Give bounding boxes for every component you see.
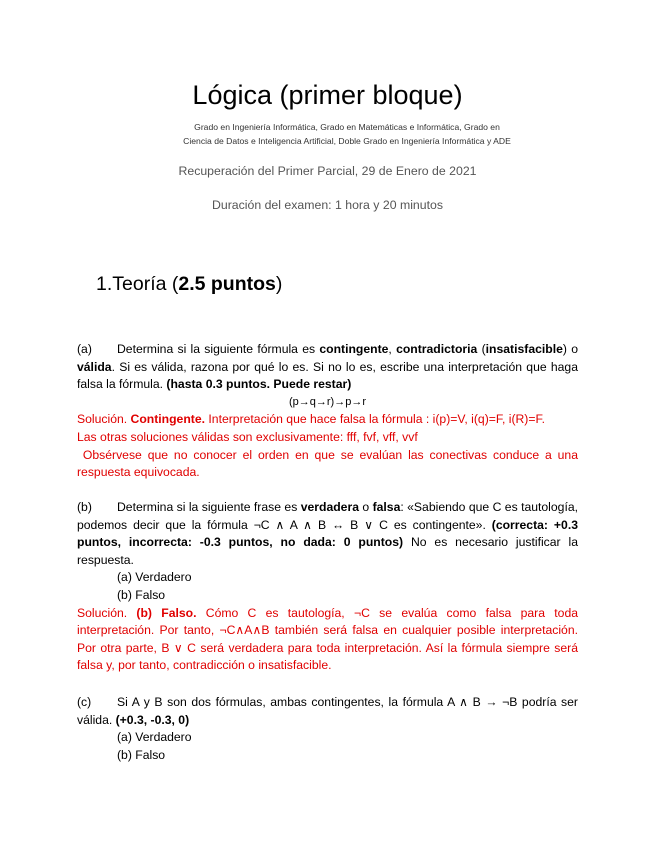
question-b-label: (b) xyxy=(77,500,92,514)
question-a-label: (a) xyxy=(77,342,92,356)
question-c xyxy=(77,694,578,764)
degree-line-2: Ciencia de Datos e Inteligencia Artificial, Doble Grado en Ingeniería Informática y ADE xyxy=(183,136,511,146)
exam-info: Recuperación del Primer Parcial, 29 de Enero de 2021 xyxy=(178,164,477,178)
section-points: 2.5 puntos xyxy=(178,273,276,295)
question-c-statement: (c) Si A y B son dos fórmulas, ambas contingentes, la fórmula A ∧ B → ¬B podría ser válida. (+0.3, -0.3, 0) xyxy=(77,695,578,727)
degree-list xyxy=(120,120,574,148)
question-a-solution: Solución. Contingente. Interpretación que hace falsa la fórmula : i(p)=V, i(q)=F, i(R)=F. xyxy=(77,412,545,427)
question-c-option-b: (b) Falso xyxy=(117,747,166,762)
question-a-statement: (a) Determina si la siguiente fórmula es contingente, contradictoria (insatisfacible) o válida. Si es válida, razona por qué lo es. Si no lo es, escribe una interpretación que haga falsa la fórmula. (hasta 0.3 puntos. Puede restar) xyxy=(77,342,578,392)
exam-duration: Duración del examen: 1 hora y 20 minutos xyxy=(211,198,444,212)
question-b xyxy=(77,499,578,675)
question-c-label: (c) xyxy=(77,695,92,709)
question-b-option-b: (b) Falso xyxy=(117,587,166,602)
question-a-formula: (p→q→r)→p→r xyxy=(288,395,366,408)
degree-line-1: Grado en Ingeniería Informática, Grado en Matemáticas e Informática, Grado en xyxy=(194,122,500,132)
page-title: Lógica (primer bloque) xyxy=(192,80,463,110)
section-title: Teoría ( xyxy=(112,273,179,295)
section-number: 1. xyxy=(96,273,113,295)
question-b-option-a: (a) Verdadero xyxy=(117,570,192,585)
question-a-solution-note: Obsérvese que no conocer el orden en que se evalúan las conectivas conduce a una respuesta equivocada. xyxy=(77,447,582,480)
section-heading: 1.Teoría (2.5 puntos) xyxy=(96,273,283,295)
question-a xyxy=(77,341,582,482)
question-b-solution: Solución. (b) Falso. Cómo C es tautología, ¬C se evalúa como falsa para toda interpretación. Por tanto, ¬C∧A∧B también será falsa en cualquier posible interpretación. Por otra parte, B ∨ C será verdadera para toda interpretación. Así la fórmula siempre será falsa y, por tanto, contradicción o insatisfacible. xyxy=(77,605,578,673)
question-c-option-a: (a) Verdadero xyxy=(117,730,192,745)
question-b-statement: (b) Determina si la siguiente frase es verdadera o falsa: «Sabiendo que C es tautología, podemos decir que la fórmula ¬C ∧ A ∧ B ↔ B ∨ C es contingente». (correcta: +0.3 puntos, incorrecta: -0.3 puntos, no dada: 0 puntos) No es necesario justificar la respuesta. xyxy=(77,500,578,567)
question-a-solution-alternatives: Las otras soluciones válidas son exclusivamente: fff, fvf, vff, vvf xyxy=(77,429,418,444)
